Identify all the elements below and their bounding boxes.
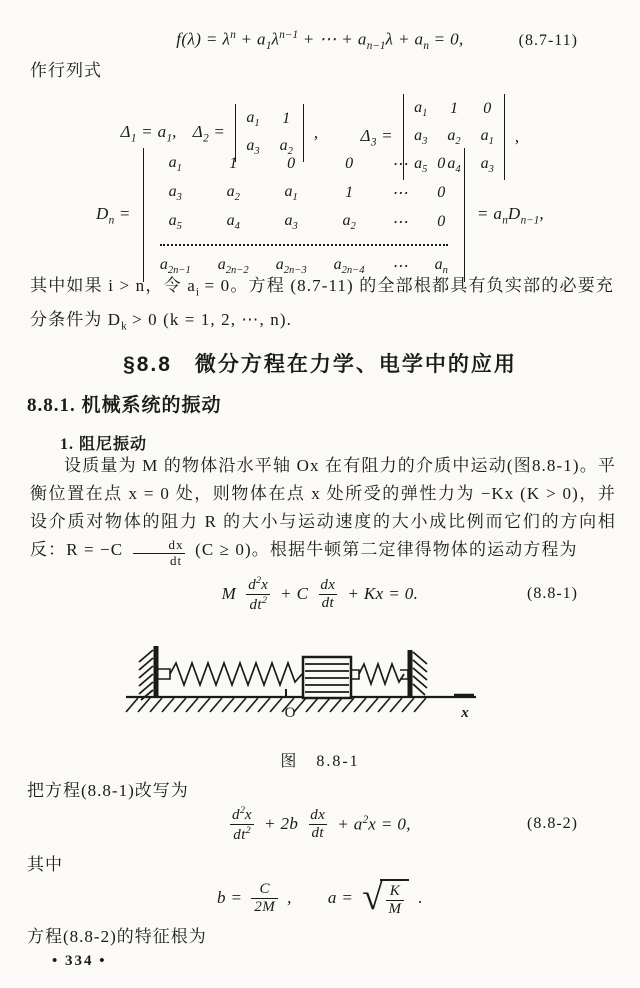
equation-8-7-11-number: (8.7-11) [518,32,578,49]
matrix-cell: $a_5$ [414,155,428,176]
damping-term: + 2b [263,814,299,833]
matrix-cell: $a_2$ [342,212,356,233]
fraction-denominator: M [386,900,405,918]
equation-8-7-11-body: $f(\lambda) = \lambda^n + a_1\lambda^{n-1}$ + ⋯ + $a_{n-1}\lambda + a_n = 0$, [176,29,464,53]
fraction-numerator: $d^2x$ [232,804,252,823]
matrix-cell: $a_1$ [168,153,182,174]
figure-caption: 图 8.8-1 [280,753,360,770]
section-heading: §8.8 微分方程在力学、电学中的应用 [123,353,517,376]
spring-term: + Kx = 0. [347,584,419,603]
fraction-numerator: K [389,882,401,899]
matrix-cell: ⋯ [391,184,408,202]
delta2-lhs: $\Delta_2$ = [192,121,226,145]
fraction-denominator: dt [309,824,327,842]
figure-spring-mass-diagram [118,636,490,731]
stiffness-term: + $a^2x = 0$, [337,813,411,834]
determinant-intro-text: 作行列式 [30,61,102,80]
right-wall-hatching [413,652,427,695]
matrix-cell: 0 [437,183,446,201]
matrix-cell: $a_2$ [447,126,461,148]
left-wall-hatching [139,650,153,700]
equation-b-a-body [216,875,424,918]
paragraph-problem-setup [30,452,616,566]
matrix-cell: 0 [483,99,492,117]
ground-hatching [126,698,426,712]
matrix-cell: $a_n$ [434,256,448,277]
rewrite-intro-text: 把方程(8.8-1)改写为 [27,781,189,800]
paragraph-part-after-fraction: (C ≥ 0)。根据牛顿第二定律得物体的运动方程为 [195,540,578,559]
separator-comma: , [287,888,292,907]
fraction-denominator: dt [319,594,337,612]
matrix-cell: 1 [345,183,354,201]
fraction-c-2m [251,881,278,916]
inline-fraction-dx-dt [132,538,187,568]
delta1-expression: $\Delta_1 = a_1$, [120,121,177,145]
right-spring [359,664,404,684]
fraction-denominator: dt [133,553,185,569]
terminal-period: . [418,888,424,907]
matrix-cell: $a_{2n-3}$ [275,256,307,277]
equation-8-8-2-body [229,805,411,844]
matrix-cell: 1 [282,109,291,127]
dn-rhs: = $a_nD_{n-1}$, [476,203,545,227]
matrix-cell: $a_3$ [284,212,298,233]
mass-term: M [221,584,237,603]
where-label: 其中 [27,855,63,874]
equation-b-a-definitions [0,872,640,924]
matrix-cell: $a_{2n-1}$ [159,256,191,277]
left-spring [170,663,302,685]
equation-8-8-1 [0,570,640,618]
delta2-comma: , [313,123,319,142]
b-lhs: b = [216,888,243,907]
fraction-d2x-dt2 [229,805,255,844]
origin-label: O [284,705,296,721]
matrix-cell: $a_3$ [168,182,182,203]
dn-determinant [143,148,465,283]
left-spring-connector [158,669,170,679]
fraction-dx-dt [307,807,328,842]
matrix-cell: $a_3$ [246,137,260,158]
fraction-numerator: C [259,880,270,897]
subsection-heading: 8.8.1. 机械系统的振动 [27,395,222,416]
fraction-denominator: 2M [251,898,278,916]
matrix-cell: $a_1$ [246,108,260,129]
matrix-cell: 0 [437,154,446,172]
a-lhs: a = [327,888,354,907]
equation-8-8-2-number: (8.8-2) [527,815,578,832]
matrix-cell: 0 [345,154,354,172]
matrix-cell: $a_1$ [284,182,298,203]
page-number: • 334 • [52,953,107,969]
delta3-lhs: $\Delta_3$ = [360,125,394,149]
equation-8-8-1-number: (8.8-1) [527,585,578,602]
fraction-numerator: dx [168,537,184,553]
fraction-denominator: $dt^2$ [230,824,253,844]
paragraph-part-before-fraction: 设质量为 M 的物体沿水平轴 Ox 在有阻力的介质中运动(图8.8-1)。平衡位置在点 x = 0 处，则物体在点 x 处所受的弹性力为 −Kx (K > 0)，并设介质对物体的阻力 R 的大小与运动速度的大小成比例而它们的方向相反：R = −C [30,456,616,559]
item-heading-damped-vibration: 1. 阻尼振动 [60,436,148,453]
paragraph-hurwitz-condition: 其中如果 i > n，令 $a_i = 0$。方程 (8.7-11) 的全部根都具有负实部的必要充分条件为 $D_k > 0$ (k = 1, 2, ⋯, n). [30,276,614,333]
fraction-numerator: dx [310,806,326,823]
equation-8-8-2 [0,800,640,848]
matrix-cell: $a_4$ [447,155,461,176]
fraction-k-m [386,883,405,918]
fraction-d2x-dt2 [245,575,271,614]
fraction-dx-dt [317,577,338,612]
matrix-cell: $a_4$ [226,212,240,233]
matrix-cell: $a_3$ [480,155,494,176]
fraction-numerator: dx [320,576,336,593]
damping-term: + C [280,584,309,603]
matrix-cell: ⋯ [391,258,408,276]
matrix-cell: $a_3$ [414,126,428,148]
matrix-cell: $a_{2n-4}$ [333,256,365,277]
fraction-numerator: $d^2x$ [248,574,269,593]
dn-determinant-row [0,152,640,278]
matrix-cell: 0 [287,154,296,172]
fraction-denominator: $dt^2$ [246,594,269,614]
radical-sign: √ [362,875,384,918]
matrix-cell: $a_2$ [279,137,293,158]
matrix-cell: ⋯ [391,214,408,232]
equation-8-8-1-body [222,575,419,614]
matrix-cell: 1 [229,154,238,172]
radicand [380,879,410,918]
determinant-ellipsis-row [160,244,448,246]
matrix-cell: $a_5$ [168,212,182,233]
x-axis-label: x [461,705,469,721]
square-root [362,875,409,918]
matrix-cell: $a_{2n-2}$ [217,256,249,277]
dn-lhs: $D_n$ = [95,203,131,227]
characteristic-roots-intro: 方程(8.8-2)的特征根为 [27,927,207,946]
matrix-cell: $a_1$ [414,98,428,119]
equation-8-7-11 [0,26,640,56]
matrix-cell: $a_2$ [226,182,240,203]
matrix-cell: ⋯ [391,155,408,173]
delta3-comma: , [514,127,520,146]
matrix-cell: $a_1$ [480,126,494,148]
matrix-cell: 1 [449,99,458,117]
matrix-cell: 0 [437,213,446,231]
